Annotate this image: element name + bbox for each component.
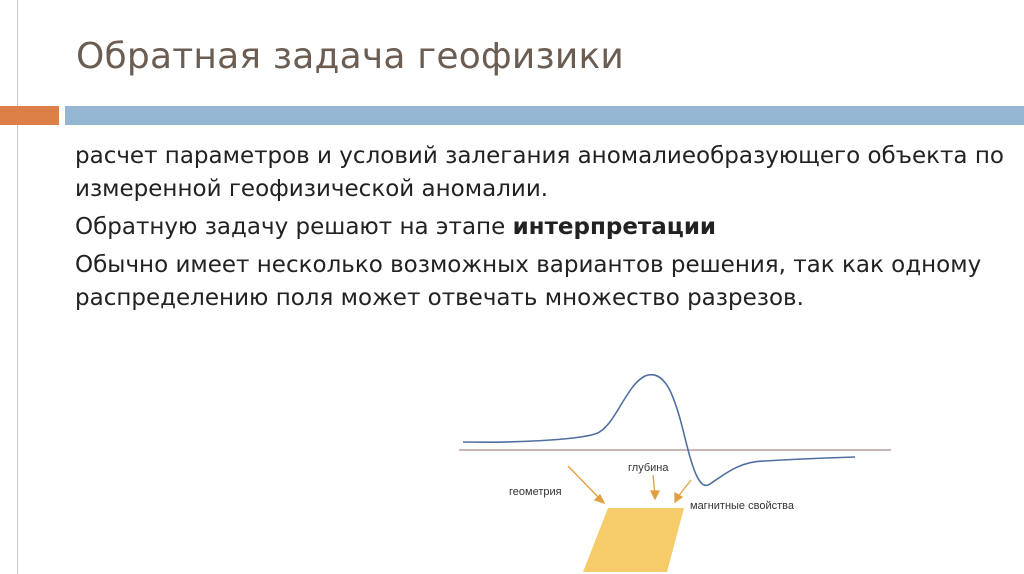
anomaly-diagram-svg [455,366,895,574]
paragraph-interpretation [75,211,1005,244]
arrow-depth-head [651,491,659,499]
interpretation-keyword: интерпретации [512,214,717,240]
label-depth: глубина [628,462,669,474]
paragraph-definition: расчет параметров и условий залегания аномалиеобразующего объекта по измеренной геофизической аномалии. [75,143,1004,202]
anomaly-diagram [455,366,895,574]
arrow-geometry [568,466,601,500]
arrow-geometry-head [595,495,604,503]
paragraph-interpretation-text: Обратную задачу решают на этапе [75,214,513,240]
arrow-magnetic-head [675,493,682,502]
left-margin-rule [17,0,18,574]
slide-body [75,140,1005,320]
label-geometry: геометрия [509,486,562,498]
slide-title: Обратная задача геофизики [76,36,624,77]
title-accent-bar-orange [0,106,59,125]
title-accent-bar-blue [65,106,1024,125]
label-magnetic-properties: магнитные свойства [690,500,794,512]
paragraph-ambiguity: Обычно имеет несколько возможных вариантов решения, так как одному распределению поля может отвечать множество разрезов. [75,252,982,311]
anomalous-body [583,508,684,572]
